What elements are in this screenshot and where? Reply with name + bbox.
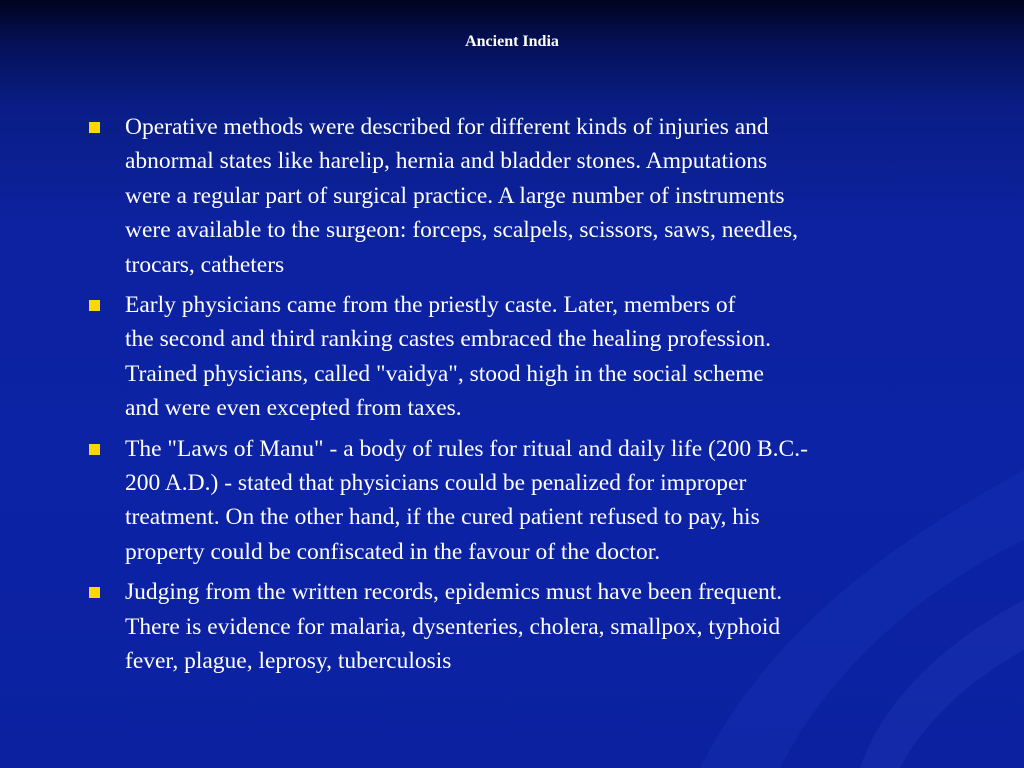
bullet-line: were a regular part of surgical practice. A large number of instruments <box>125 182 785 209</box>
bullet-line: Trained physicians, called "vaidya", stood high in the social scheme <box>125 360 764 387</box>
bullet-line: Judging from the written records, epidemics must have been frequent. <box>125 579 783 606</box>
bullet-line: treatment. On the other hand, if the cured patient refused to pay, his <box>125 504 760 531</box>
bullet-line: fever, plague, leprosy, tuberculosis <box>125 648 452 675</box>
bullet-line: property could be confiscated in the favour of the doctor. <box>125 538 661 565</box>
bullet-line: the second and third ranking castes embraced the healing profession. <box>125 326 772 353</box>
bullet-line: trocars, catheters <box>125 251 285 278</box>
square-bullet-icon <box>89 122 100 133</box>
bullet-item <box>88 432 928 570</box>
square-bullet-icon <box>89 300 100 311</box>
bullet-list <box>88 110 928 685</box>
square-bullet-icon <box>89 444 100 455</box>
bullet-line: 200 A.D.) - stated that physicians could be penalized for improper <box>125 470 747 497</box>
bullet-line: Operative methods were described for different kinds of injuries and <box>125 114 769 140</box>
bullet-item <box>88 575 928 678</box>
bullet-line: abnormal states like harelip, hernia and bladder stones. Amputations <box>125 148 768 175</box>
bullet-item <box>88 110 928 282</box>
slide-title: Ancient India <box>465 33 559 50</box>
bullet-line: and were even excepted from taxes. <box>125 395 462 422</box>
bullet-line: Early physicians came from the priestly caste. Later, members of <box>125 292 736 319</box>
square-bullet-icon <box>89 587 100 598</box>
bullet-line: The "Laws of Manu" - a body of rules for ritual and daily life (200 B.C.- <box>125 435 808 462</box>
bullet-line: were available to the surgeon: forceps, scalpels, scissors, saws, needles, <box>125 217 799 244</box>
bullet-item <box>88 288 928 426</box>
bullet-line: There is evidence for malaria, dysenteries, cholera, smallpox, typhoid <box>125 613 781 640</box>
